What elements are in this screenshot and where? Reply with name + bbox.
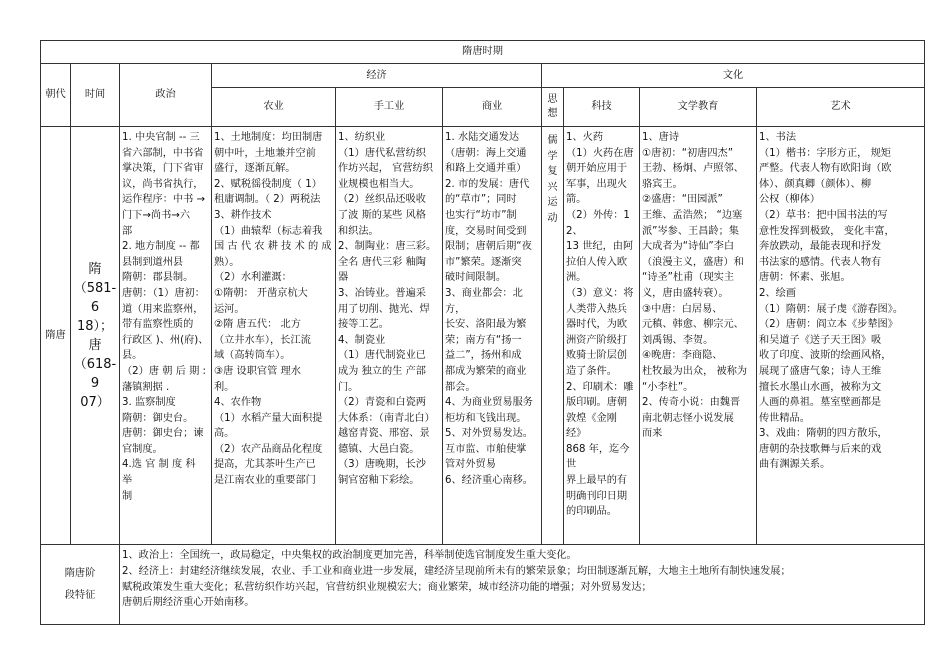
science-text: 1、火药 （1）火药在唐 朝开始应用于 军事，出现火 箭。 （2）外传：12、 13 世纪，由阿 拉伯人传入欧 洲。 （3）意义：将 人类带入热兵 器时代，为欧 洲资产阶级打 败骑士阶层创 造了条件。 2、印刷术：雕 版印刷。唐朝 敦煌《金刚经》 868 年，迄今世 界上最早的有 明确刊印日期 的印刷品。 xyxy=(566,132,634,518)
header-handicraft: 手工业 xyxy=(336,88,443,127)
cell-art xyxy=(757,127,925,545)
header-time: 时间 xyxy=(71,64,120,127)
art-text: 1、书法 （1）楷书：字形方正， 规矩 严整。代表人物有欧阳询（欧 体）、颜真卿（颜体）、柳 公权（柳体） （2）草书：把中国书法的写 意性发挥到极致， 变化丰富， 奔放跌动，最能表现和抒发 书法家的感情。代表人物有 唐朝：怀素、张旭。 2、绘画 （1）隋朝：展子虔《游春图》。 （2）唐朝：阎立本《步辇图》 和吴道子《送子天王图》吸 收了印度、波斯的绘画风格， 展现了盛唐气象；诗人王维 擅长水墨山水画，被称为文 人画的鼻祖。墓室壁画都是 传世精品。 3、戏曲：隋朝的四方散乐， 唐朝的杂技歌舞与后来的戏 曲有渊源关系。 xyxy=(759,132,904,471)
header-politics: 政治 xyxy=(120,64,212,127)
header-commerce: 商业 xyxy=(443,88,542,127)
handicraft-text: 1、纺织业 （1）唐代私营纺织 作坊兴起， 官营纺织 业规模也相当大。 （2）丝织品还吸收 了波 斯的某些 风格 和织法。 2、制陶业：唐三彩。 全名 唐代三彩 釉陶 器 3、冶铸业。普遍采 用了切削、抛光、焊 接等工艺。 4、制瓷业 （1）唐代制瓷业已 成为 独立的生 产部 门。 （2）青瓷和白瓷两 大体系：（南青北白） 越窑青瓷、邢窑、景 德镇、大邑白瓷。 （3）唐晚期，长沙 铜官窑釉下彩绘。 xyxy=(338,132,437,487)
header-art: 艺术 xyxy=(757,88,925,127)
cell-science xyxy=(564,127,640,545)
literature-text: 1、唐诗 ①唐初：“初唐四杰” 王勃、杨炯、卢照邻、 骆宾王。 ②盛唐：“田园派” 王维、孟浩然； “边塞 派”岑参、王昌龄；集 大成者为“诗仙”李白 （浪漫主义，盛唐）和 “诗圣”杜甫（现实主 义，唐由盛转衰）。 ③中唐：白居易、 元稹、韩愈、柳宗元、 刘禹锡、李贺。 ④晚唐：李商隐、 杜牧最为出众， 被称为 “小李杜”。 2、传奇小说：由魏晋 南北朝志怪小说发展 而来 xyxy=(642,132,748,440)
cell-commerce xyxy=(443,127,542,545)
history-table xyxy=(40,40,925,625)
header-dynasty: 朝代 xyxy=(41,64,71,127)
header-literature: 文学教育 xyxy=(640,88,757,127)
time-value: 隋 （581-6 18）；唐 （618-9 07） xyxy=(73,261,117,410)
cell-politics xyxy=(120,127,212,545)
header-science: 科技 xyxy=(564,88,640,127)
dynasty-value: 隋唐 xyxy=(45,329,66,341)
header-culture: 文化 xyxy=(542,64,925,88)
cell-literature xyxy=(640,127,757,545)
commerce-text: 1. 水陆交通发达 （唐朝：海上交通 和路上交通并重） 2. 市的发展：唐代 的“草市”；同时 也实行“坊市”制 度，交易时间受到 限制；唐朝后期“夜 市”繁荣。逐渐突 破时间限制。 3、商业都会：北方， 长安、洛阳最为繁 荣；南方有“扬一 益二”，扬州和成 都成为繁荣的商业 都会。 4、为商业贸易服务 柜坊和飞钱出现。 5、对外贸易发达。 互市监、市舶使掌 管对外贸易 6、经济重心南移。 xyxy=(445,132,533,487)
cell-thought xyxy=(542,127,564,545)
cell-handicraft xyxy=(336,127,443,545)
row-dynasty xyxy=(41,127,71,545)
features-cell xyxy=(120,545,925,625)
header-economy: 经济 xyxy=(212,64,542,88)
thought-text: 儒 学 复 兴 运 动 xyxy=(547,135,558,224)
politics-text: 1. 中央官制 -- 三 省六部制，中书省 掌决策，门下省审 议，尚书省执行， 运作程序：中书 → 门下→尚书→六 部 2. 地方制度 -- 都 县制到道州县 隋朝：郡县制。 唐朝：（1）唐初： 道（用来监察州， 带有监察性质的 行政区 )、州(府)、 县。 （2）唐 朝 后 期 : 藩镇割据 . 3. 监察制度 隋朝：御史台。 唐朝：御史台；谏 官制度。 4.选 官 制 度 科 举 制 xyxy=(122,132,209,502)
features-text: 1、政治上：全国统一，政局稳定，中央集权的政治制度更加完善，科举制使选官制度发生重大变化。 2、经济上：封建经济继续发展，农业、手工业和商业进一步发展，建经济呈现前所未有的繁荣景象；均田制逐渐瓦解，大地主土地所有制快速发展； 赋税政策发生重大变化；私营纺织作坊兴起，官营纺织业规模宏大；商业繁荣，城市经济功能的增强；对外贸易发达； 唐朝后期经济重心开始南移。 xyxy=(122,550,791,609)
agriculture-text: 1、土地制度：均田制唐 朝中叶，土地兼并空前 盛行，逐渐瓦解。 2、赋税徭役制度（ 1） 租庸调制。（ 2）两税法 3、耕作技术 （1）曲辕犁（标志着我 国 古 代 农 耕 技 术 的 成 熟）。 （2）水利灌溉： ①隋朝： 开凿京杭大 运河。 ②隋 唐五代： 北方 （立井水车），长江流 域（高转筒车）。 ③唐 设职官管 理水 利。 4、农作物 （1）水稻产量大面积提 高。 （2）农产品商品化程度 提高，尤其茶叶生产已 是江南农业的重要部门 xyxy=(214,132,332,487)
cell-agriculture xyxy=(212,127,336,545)
features-label-cell xyxy=(41,545,120,625)
header-thought: 思 想 xyxy=(542,88,564,127)
row-time xyxy=(71,127,120,545)
features-label: 隋唐阶 段特征 xyxy=(64,567,96,601)
header-agriculture: 农业 xyxy=(212,88,336,127)
table-title: 隋唐时期 xyxy=(41,41,925,64)
